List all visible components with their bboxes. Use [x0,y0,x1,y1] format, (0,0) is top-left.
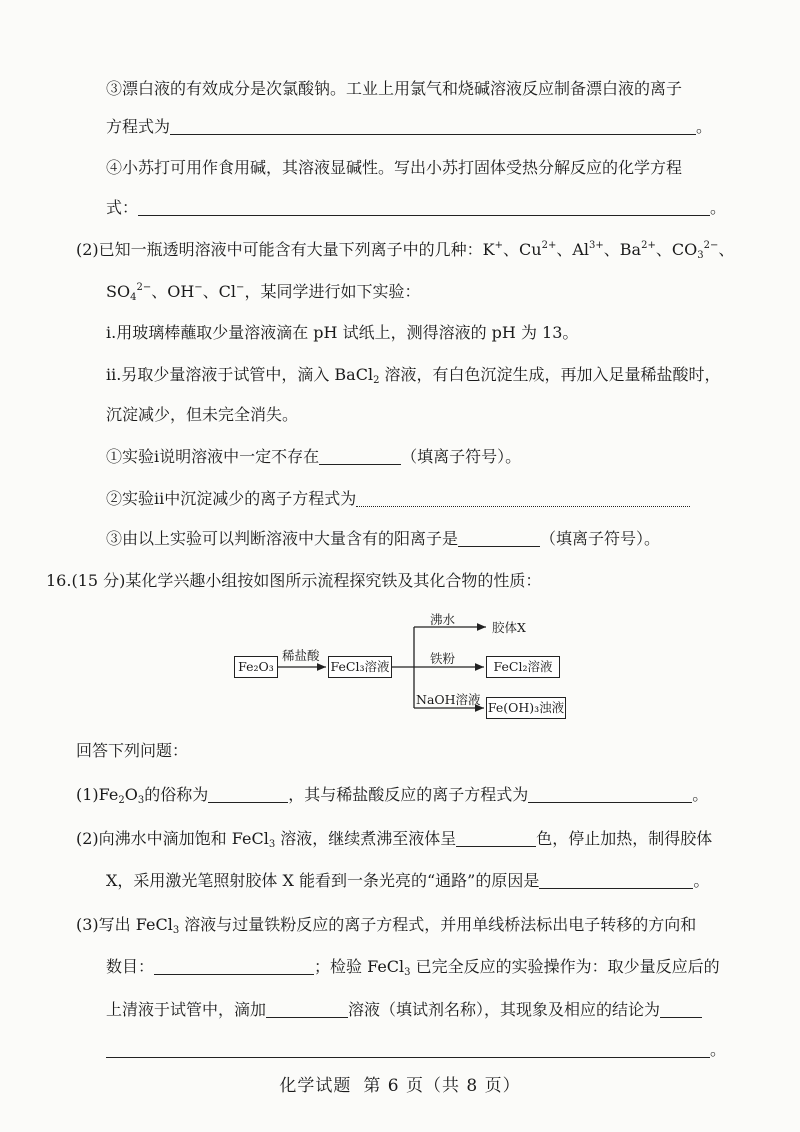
q16-part1: $(1)Fe_2O_3$的俗称为 ，其与稀盐酸反应的离子方程式为 。 [76,785,709,806]
flow-label-boiling-water: 沸水 [430,612,456,627]
flow-node-fe2o3: Fe₂O₃ [234,656,278,678]
q16-header: 16.(15 分)某化学兴趣小组按如图所示流程探究铁及其化合物的性质： [46,571,542,590]
q16-part3-line2: 数目： ；检验 FeCl$_3$ 已完全反应的实验操作为：取少量反应后的 [106,957,720,978]
footer-page-number: 第 6 页（共 8 页） [363,1076,521,1096]
q15-item3-answer-line: 方程式为 。 [106,117,713,136]
q15-item4-answer-line: 式： 。 [106,198,727,217]
answer-blank[interactable] [528,788,692,803]
flow-node-colloid-x: 胶体X [492,620,526,635]
flow-label-naoh: NaOH溶液 [416,692,481,707]
q15-exp2: ⅱ.另取少量溶液于试管中，滴入 BaCl$_2$ 溶液，有白色沉淀生成，再加入足量稀盐酸时， [106,365,721,386]
footer-subject: 化学试题 [279,1076,352,1096]
q16-part3-line4: 。 [106,1039,726,1061]
page-footer [0,1071,800,1096]
answer-blank[interactable] [458,532,540,547]
answer-blank[interactable] [208,788,288,803]
q16-part3: (3)写出 FeCl$_3$ 溶液与过量铁粉反应的离子方程式，并用单线桥法标出电子转移的方向和 [76,915,697,936]
answer-blank[interactable] [539,874,693,889]
flow-diagram [230,610,590,728]
answer-blank[interactable] [456,832,536,847]
q15-sub3: ③由以上实验可以判断溶液中大量含有的阳离子是 （填离子符号）。 [106,529,661,548]
answer-blank[interactable] [319,450,401,465]
answer-blank[interactable] [106,1043,710,1058]
answer-blank[interactable] [356,492,690,507]
q16-answer-intro: 回答下列问题： [76,741,189,760]
q15-item4-text: ④小苏打可用作食用碱，其溶液显碱性。写出小苏打固体受热分解反应的化学方程 [106,158,683,177]
answer-blank[interactable] [660,1003,702,1018]
q15-sub1: ①实验ⅰ说明溶液中一定不存在 （填离子符号）。 [106,447,522,466]
answer-blank[interactable] [154,960,314,975]
q15-part2-ions: $SO_4^{2-}$、OH−、Cl−，某同学进行如下实验： [106,282,421,303]
q15-sub2: ②实验ⅱ中沉淀减少的离子方程式为 [106,488,690,510]
flow-node-fecl2: FeCl₂溶液 [486,656,560,678]
flow-label-hcl: 稀盐酸 [282,648,320,663]
answer-blank[interactable] [170,120,696,135]
answer-blank[interactable] [138,201,710,216]
answer-blank[interactable] [266,1003,348,1018]
flow-node-feoh3: Fe(OH)₃浊液 [486,697,566,719]
q15-part2-intro: (2)已知一瓶透明溶液中可能含有大量下列离子中的几种：K+、$Cu^{2+}$、$Al^{3+}$、$Ba^{2+}$、$CO_3^{2-}$、 [76,240,735,261]
q15-exp1: ⅰ.用玻璃棒蘸取少量溶液滴在 pH 试纸上，测得溶液的 pH 为 13。 [106,323,579,342]
flow-label-iron-powder: 铁粉 [430,651,456,666]
q15-exp2-line2: 沉淀减少，但未完全消失。 [106,405,299,424]
flow-node-fecl3: FeCl₃溶液 [328,656,392,678]
q16-part2: (2)向沸水中滴加饱和 FeCl$_3$ 溶液，继续煮沸至液体呈 色，停止加热，制得胶体 [76,829,713,850]
q16-part2-line2: X，采用激光笔照射胶体 X 能看到一条光亮的“通路”的原因是 。 [106,871,710,890]
q15-item3-text: ③漂白液的有效成分是次氯酸钠。工业上用氯气和烧碱溶液反应制备漂白液的离子 [106,79,683,98]
q16-part3-line3: 上清液于试管中，滴加 溶液（填试剂名称），其现象及相应的结论为 [106,999,702,1021]
